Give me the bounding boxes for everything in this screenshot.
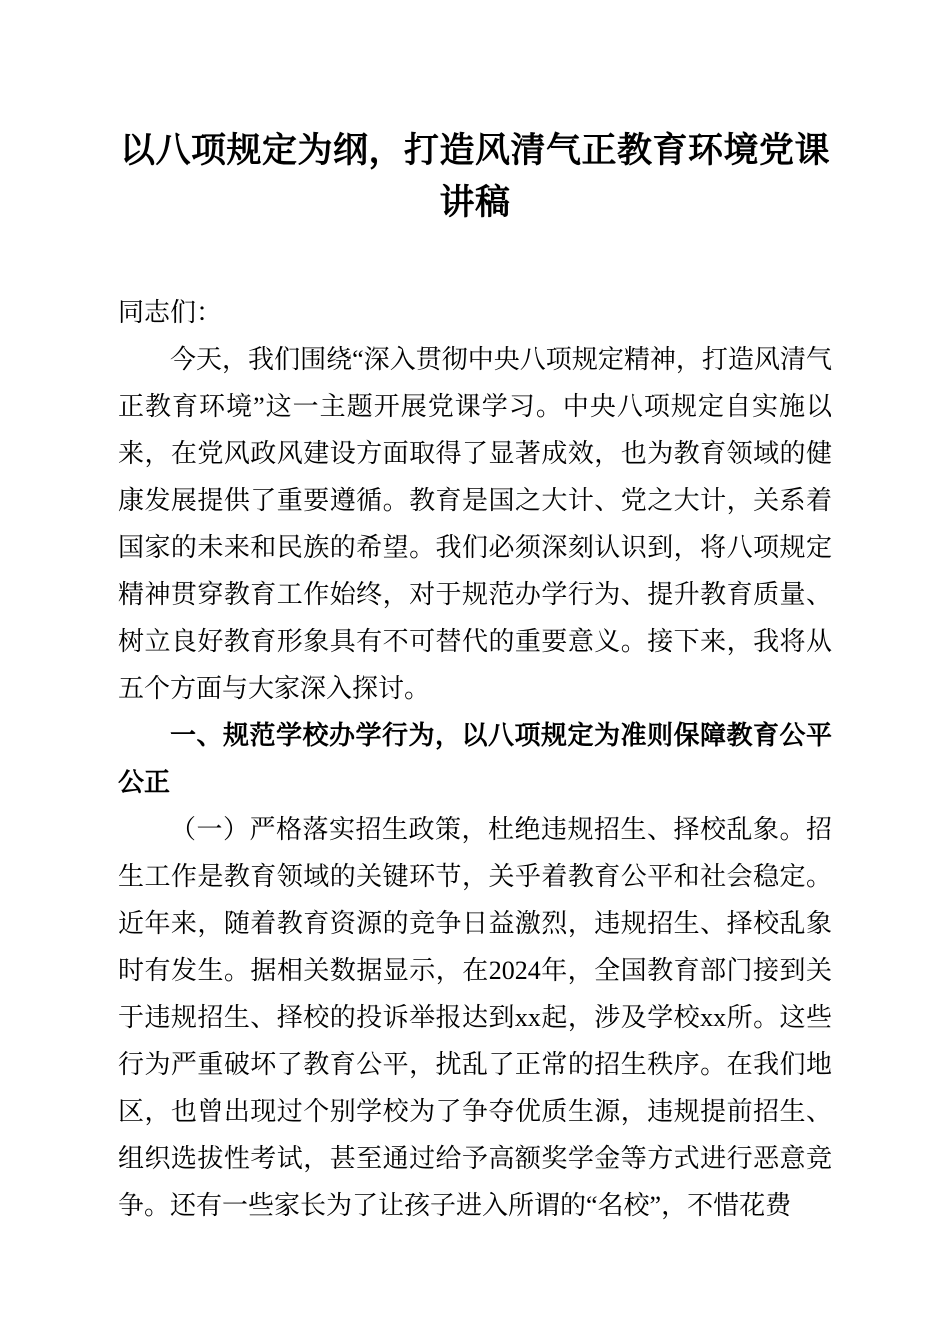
section-heading-1: 一、规范学校办学行为，以八项规定为准则保障教育公平公正 — [118, 721, 832, 797]
document-title: 以八项规定为纲，打造风清气正教育环境党课讲稿 — [119, 131, 830, 222]
salutation-paragraph: 同志们： — [118, 298, 223, 327]
subsection-paragraph-1: （一）严格落实招生政策，杜绝违规招生、择校乱象。招生工作是教育领域的关键环节，关乎着教育公平和社会稳定。近年来，随着教育资源的竞争日益激烈，违规招生、择校乱象时有发生。据相关数据显示，在2024年，全国教育部门接到关于违规招生、择校的投诉举报达到xx起，涉及学校xx所。这些行为严重破坏了教育公平，扰乱了正常的招生秩序。在我们地区，也曾出现过个别学校为了争夺优质生源，违规提前招生、组织选拔性考试，甚至通过给予高额奖学金等方式进行恶意竞争。还有一些家长为了让孩子进入所谓的“名校”，不惜花费 — [118, 815, 832, 1220]
intro-paragraph: 今天，我们围绕“深入贯彻中央八项规定精神，打造风清气正教育环境”这一主题开展党课学习。中央八项规定自实施以来，在党风政风建设方面取得了显著成效，也为教育领域的健康发展提供了重要遵循。教育是国之大计、党之大计，关系着国家的未来和民族的希望。我们必须深刻认识到，将八项规定精神贯穿教育工作始终，对于规范办学行为、提升教育质量、树立良好教育形象具有不可替代的重要意义。接下来，我将从五个方面与大家深入探讨。 — [118, 345, 832, 703]
